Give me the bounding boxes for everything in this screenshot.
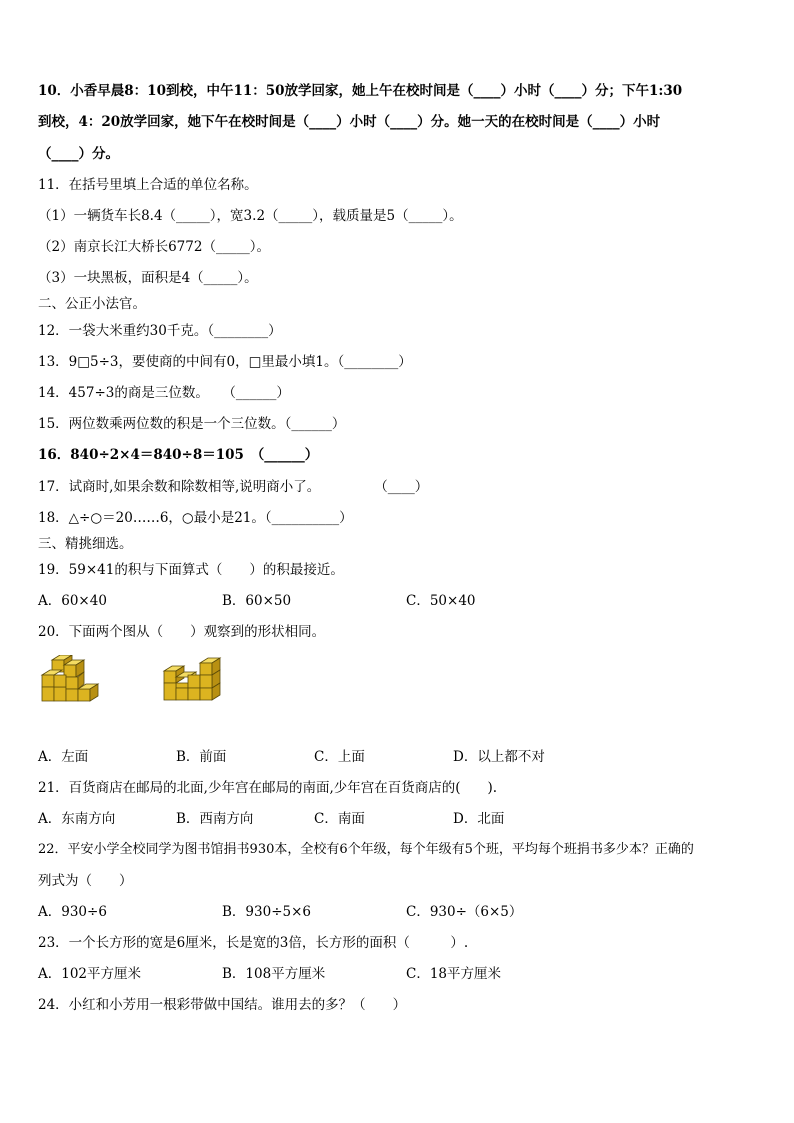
q20: 20．下面两个图从（ ）观察到的形状相同。 [38, 624, 326, 640]
q21-option-a[interactable]: A．东南方向 [38, 811, 116, 827]
q21-option-b[interactable]: B．西南方向 [176, 811, 254, 827]
q10-line-1: 10．小香早晨8：10到校，中午11：50放学回家，她上午在校时间是（____）小时（____）分；下午1:30 [38, 83, 683, 99]
q23-option-a[interactable]: A．102平方厘米 [38, 966, 142, 982]
q13: 13．9□5÷3，要使商的中间有0，□里最小填1。（________） [38, 354, 412, 370]
q20-option-a[interactable]: A．左面 [38, 749, 89, 765]
q18: 18．△÷○＝20……6，○最小是21。（__________） [38, 510, 353, 526]
q21-option-d[interactable]: D．北面 [453, 811, 505, 827]
q24: 24．小红和小芳用一根彩带做中国结。谁用去的多？（ ） [38, 997, 407, 1013]
q22-option-c[interactable]: C．930÷（6×5） [406, 904, 523, 920]
q21-option-c[interactable]: C．南面 [314, 811, 365, 827]
section-3-heading: 三、精挑细选。 [38, 536, 133, 552]
q20-option-b[interactable]: B．前面 [176, 749, 227, 765]
q19-option-c[interactable]: C．50×40 [406, 593, 476, 609]
q19-option-a[interactable]: A．60×40 [38, 593, 107, 609]
q14: 14．457÷3的商是三位数。 （______） [38, 385, 290, 401]
q15: 15．两位数乘两位数的积是一个三位数。（______） [38, 416, 346, 432]
q11-part-1: （1）一辆货车长8.4（_____），宽3.2（_____），载质量是5（_____）。 [38, 208, 463, 224]
section-2-heading: 二、公正小法官。 [38, 296, 146, 312]
q11-part-3: （3）一块黑板，面积是4（_____）。 [38, 270, 258, 286]
q17: 17．试商时,如果余数和除数相等,说明商小了。 （____） [38, 479, 429, 495]
q20-option-d[interactable]: D．以上都不对 [453, 749, 545, 765]
q11-part-2: （2）南京长江大桥长6772（_____）。 [38, 239, 270, 255]
q21: 21．百货商店在邮局的北面,少年宫在邮局的南面,少年宫在百货商店的( ). [38, 780, 498, 796]
q22-option-b[interactable]: B．930÷5×6 [222, 904, 311, 920]
q10-line-2: 到校，4：20放学回家，她下午在校时间是（____）小时（____）分。她一天的在校时间是（____）小时 [38, 114, 661, 130]
q20-figure-left [40, 655, 105, 705]
q22-line-2: 列式为（ ） [38, 873, 133, 889]
q19: 19．59×41的积与下面算式（ ）的积最接近。 [38, 562, 344, 578]
q23-option-c[interactable]: C．18平方厘米 [406, 966, 502, 982]
q20-figure-right [160, 655, 230, 705]
q22-option-a[interactable]: A．930÷6 [38, 904, 107, 920]
q20-option-c[interactable]: C．上面 [314, 749, 365, 765]
q19-option-b[interactable]: B．60×50 [222, 593, 292, 609]
q22-line-1: 22．平安小学全校同学为图书馆捐书930本，全校有6个年级，每个年级有5个班，平均每个班捐书多少本？正确的 [38, 842, 694, 857]
q10-line-3: （____）分。 [38, 146, 119, 162]
q23-option-b[interactable]: B．108平方厘米 [222, 966, 326, 982]
q23: 23．一个长方形的宽是6厘米，长是宽的3倍，长方形的面积（ ）. [38, 935, 469, 951]
q11-title: 11．在括号里填上合适的单位名称。 [38, 177, 258, 193]
q12: 12．一袋大米重约30千克。（________） [38, 323, 282, 339]
q16: 16．840÷2×4＝840÷8＝105 （______） [38, 447, 319, 463]
